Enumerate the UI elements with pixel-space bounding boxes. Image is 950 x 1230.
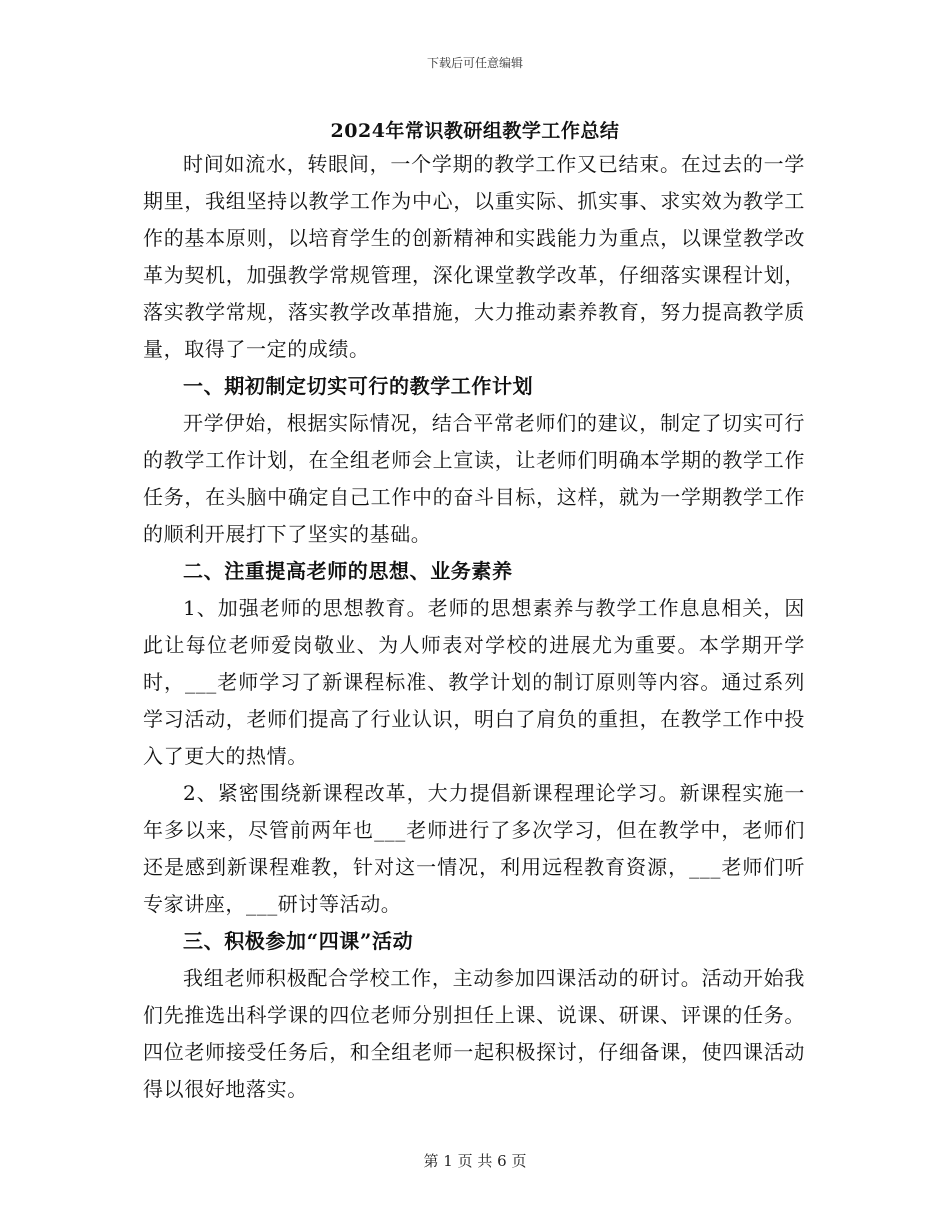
document-title: 2024年常识教研组教学工作总结: [330, 120, 620, 142]
paragraph-section-3: 我组老师积极配合学校工作，主动参加四课活动的研讨。活动开始我们先推选出科学课的四位老师分别担任上课、说课、研课、评课的任务。四位老师接受任务后，和全组老师一起积极探讨，仔细备课，使四课活动得以很好地落实。: [143, 966, 805, 1101]
section-heading-1: 一、期初制定切实可行的教学工作计划: [183, 374, 534, 398]
page-header-note: 下载后可任意编辑: [426, 56, 523, 70]
section-heading-2: 二、注重提高老师的思想、业务素养: [183, 559, 513, 583]
paragraph-section-2-item-1: 1、加强老师的思想教育。老师的思想素养与教学工作息息相关，因此让每位老师爱岗敬业、为人师表对学校的进展尤为重要。本学期开学时，___老师学习了新课程标准、教学计划的制订原则等内容。通过系列学习活动，老师们提高了行业认识，明白了肩负的重担，在教学工作中投入了更大的热情。: [143, 596, 805, 768]
document-body: [143, 146, 805, 1108]
section-heading-3: 三、积极参加“四课”活动: [183, 929, 414, 953]
paragraph-section-1: 开学伊始，根据实际情况，结合平常老师们的建议，制定了切实可行的教学工作计划，在全组老师会上宣读，让老师们明确本学期的教学工作任务，在头脑中确定自己工作中的奋斗目标，这样，就为一学期教学工作的顺利开展打下了坚实的基础。: [143, 411, 805, 546]
page-number: 第 1 页 共 6 页: [423, 1152, 527, 1170]
paragraph-intro: 时间如流水，转眼间，一个学期的教学工作又已结束。在过去的一学期里，我组坚持以教学工作为中心，以重实际、抓实事、求实效为教学工作的基本原则，以培育学生的创新精神和实践能力为重点，以课堂教学改革为契机，加强教学常规管理，深化课堂教学改革，仔细落实课程计划，落实教学常规，落实教学改革措施，大力推动素养教育，努力提高教学质量，取得了一定的成绩。: [143, 152, 805, 361]
paragraph-section-2-item-2: 2、紧密围绕新课程改革，大力提倡新课程理论学习。新课程实施一年多以来，尽管前两年也___老师进行了多次学习，但在教学中，老师们还是感到新课程难教，针对这一情况，利用远程教育资源，___老师们听专家讲座，___研讨等活动。: [143, 781, 805, 916]
